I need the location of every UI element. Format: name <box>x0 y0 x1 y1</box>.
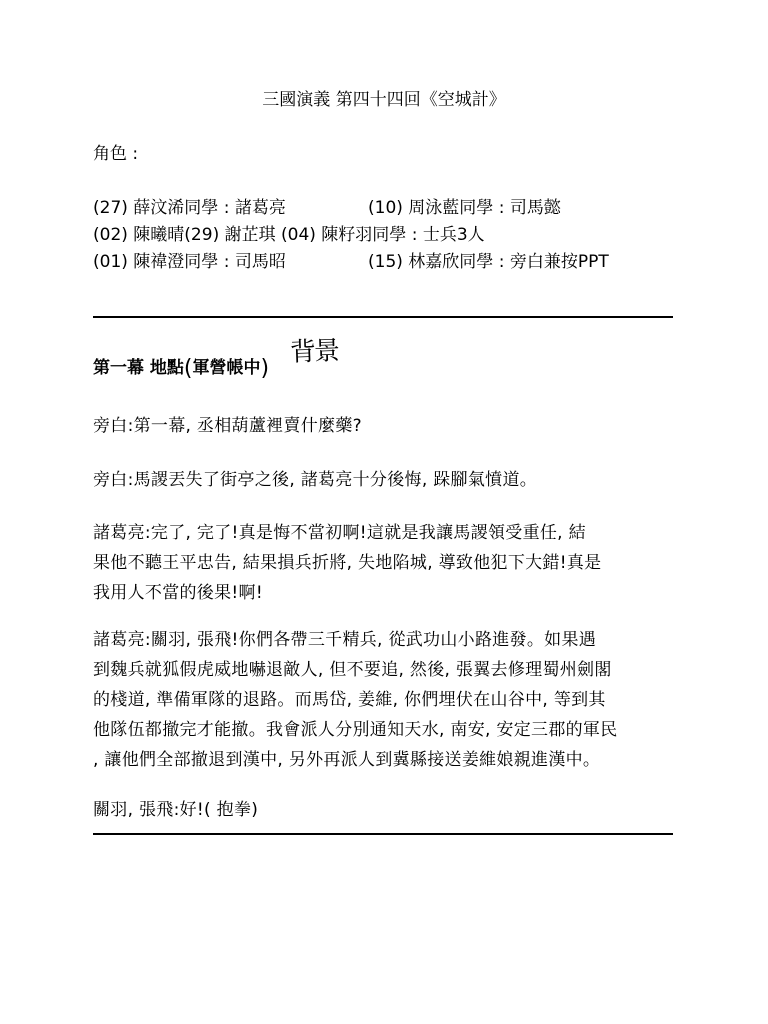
document-title: 三國演義 第四十四回《空城計》 <box>262 90 506 110</box>
scene-title: 第一幕 地點 <box>93 358 184 378</box>
script-line: 我用人不當的後果!啊! <box>93 583 263 603</box>
scene-heading: 第一幕 地點(軍營帳中) <box>93 356 270 381</box>
script-line: 關羽, 張飛:好!( 抱拳) <box>93 800 259 820</box>
divider-line <box>93 316 673 318</box>
cast-entry-left: (27) 薛汶浠同學 : 諸葛亮 <box>93 198 286 218</box>
script-paragraph <box>93 625 683 775</box>
cast-entry-left: (01) 陳禕澄同學 : 司馬昭 <box>93 252 286 272</box>
cast-entry-left: (02) 陳曦晴(29) 謝芷琪 (04) 陳籽羽同學 : 士兵3人 <box>93 225 485 245</box>
handwritten-note: 背景 <box>289 336 339 368</box>
script-line: 他隊伍都撤完才能撤。我會派人分別通知天水, 南安, 安定三郡的軍民 <box>93 720 618 740</box>
roles-label: 角色 : <box>93 144 139 164</box>
script-line: 諸葛亮:完了, 完了!真是悔不當初啊!這就是我讓馬謖領受重任, 結 <box>93 523 586 543</box>
cast-row <box>93 196 561 220</box>
script-line: 的棧道, 準備軍隊的退路。而馬岱, 姜維, 你們埋伏在山谷中, 等到其 <box>93 690 606 710</box>
cast-row <box>93 250 609 274</box>
script-line: 到魏兵就狐假虎威地嚇退敵人, 但不要追, 然後, 張翼去修理蜀州劍閣 <box>93 660 612 680</box>
script-line: 果他不聽王平忠告, 結果損兵折將, 失地陷城, 導致他犯下大錯!真是 <box>93 553 602 573</box>
script-line: , 讓他們全部撤退到漢中, 另外再派人到冀縣接送姜維娘親進漢中。 <box>93 750 601 770</box>
script-paragraph <box>93 411 683 441</box>
script-line: 旁白:馬謖丟失了街亭之後, 諸葛亮十分後悔, 跺腳氣憤道。 <box>93 470 538 490</box>
cast-entry-right: (10) 周泳藍同學 : 司馬懿 <box>368 198 561 218</box>
divider-line <box>93 833 673 835</box>
script-paragraph <box>93 518 683 608</box>
script-line: 諸葛亮:關羽, 張飛!你們各帶三千精兵, 從武功山小路進發。如果遇 <box>93 630 597 650</box>
cast-entry-right: (15) 林嘉欣同學 : 旁白兼按PPT <box>368 252 609 272</box>
cast-row <box>93 223 485 247</box>
script-line: 旁白:第一幕, 丞相葫蘆裡賣什麼藥? <box>93 416 362 436</box>
script-paragraph <box>93 465 683 495</box>
script-paragraph <box>93 795 683 825</box>
scene-location: 軍營帳中 <box>192 358 261 378</box>
